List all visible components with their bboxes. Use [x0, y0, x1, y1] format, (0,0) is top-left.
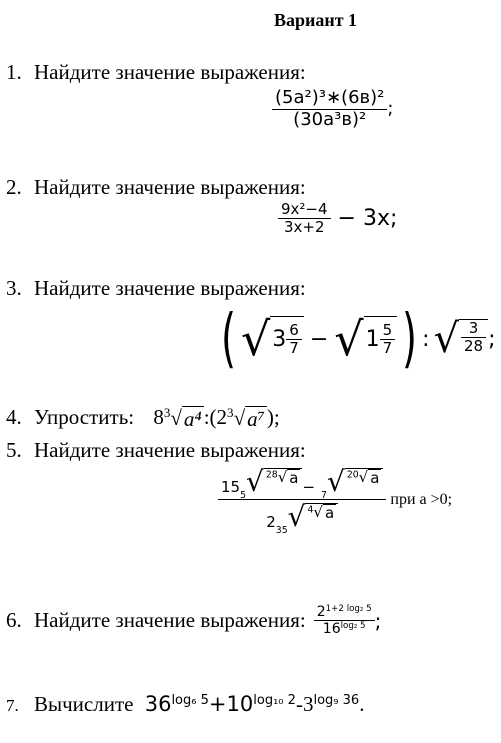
inner-root-index: 20 — [346, 469, 359, 481]
exponent: 1+2 log₂ 5 — [325, 604, 372, 615]
expression-5 — [218, 465, 453, 536]
inner-root-index: 4 — [307, 504, 314, 516]
radicand: a⁴ — [183, 407, 202, 432]
coefficient: 8 — [153, 405, 164, 429]
whole-part: 1 — [365, 327, 380, 352]
inner-radical — [278, 469, 301, 487]
task-4 — [6, 405, 280, 432]
numerator: 6 — [289, 320, 299, 339]
left-paren: ( — [220, 302, 236, 376]
task-text: Найдите значение выражения: — [34, 276, 306, 300]
radical — [170, 406, 203, 432]
minus-sign: − — [302, 477, 316, 496]
fraction — [314, 604, 375, 637]
radicand — [364, 316, 398, 362]
denominator: 28 — [464, 337, 484, 356]
task-text: Упростить: — [34, 405, 135, 429]
expression-7 — [145, 692, 365, 716]
expression-2 — [278, 201, 397, 237]
right-paren: ) — [402, 302, 418, 376]
task-number: 2. — [6, 175, 22, 199]
task-3 — [6, 276, 306, 301]
fraction — [380, 322, 396, 358]
task-text: Найдите значение выражения: — [34, 438, 306, 462]
radical — [326, 465, 383, 498]
radicand — [270, 316, 304, 362]
task-6 — [6, 604, 381, 637]
task-2 — [6, 175, 306, 200]
radical-sign: √ — [334, 312, 364, 366]
fraction — [278, 201, 331, 237]
expression-4 — [153, 404, 280, 432]
numerator: (5a²)³∗(6в)² — [275, 87, 385, 108]
division-part: :(2 — [203, 405, 228, 429]
denominator: (30a³в)² — [293, 108, 367, 130]
radical-sign: √ — [233, 406, 246, 431]
whole-part: 3 — [272, 327, 287, 352]
exponent: log₁₀ 2 — [253, 692, 296, 708]
radical-sign: √ — [170, 406, 182, 431]
numerator — [314, 604, 375, 620]
radical-sign: √ — [433, 316, 460, 362]
radicand: a — [289, 469, 299, 487]
task-text: Найдите значение выражения: — [34, 175, 306, 199]
radicand: a — [370, 469, 380, 487]
radical-sign: √ — [326, 465, 345, 498]
base: 2 — [316, 604, 326, 620]
semicolon: ; — [488, 326, 496, 352]
variant-title: Вариант 1 — [273, 10, 358, 30]
denominator: 3x+2 — [284, 218, 325, 237]
coefficient: 2 — [266, 512, 276, 531]
radicand — [459, 319, 488, 359]
radical-sign: √ — [287, 500, 306, 533]
expression-tail: − 3x; — [337, 205, 398, 231]
radical — [433, 316, 489, 362]
root-index: 3 — [227, 404, 234, 420]
expression-3 — [216, 303, 496, 375]
radical — [240, 312, 304, 366]
radical — [287, 500, 339, 533]
inner-radical — [359, 469, 382, 487]
radical — [234, 406, 267, 432]
radicand: a⁷ — [247, 407, 265, 432]
term: -3 — [295, 692, 314, 716]
denominator: 2 35 √ $^4$ √ a — [263, 500, 341, 531]
numerator: 5 — [382, 320, 393, 339]
base: 36 — [144, 692, 172, 716]
base: 16 — [322, 621, 341, 638]
big-fraction — [218, 465, 386, 536]
task-number: 3. — [6, 276, 22, 300]
radical — [334, 312, 397, 366]
exponent: log₂ 5 — [340, 621, 366, 632]
expression-1 — [272, 88, 393, 130]
exponent: log₉ 36 — [313, 692, 360, 708]
denominator: 7 — [289, 339, 299, 357]
radical-sign: √ — [246, 465, 264, 498]
radicand — [305, 503, 338, 531]
expression-tail: ); — [266, 405, 280, 429]
semicolon: ; — [387, 98, 394, 120]
task-1 — [6, 60, 306, 85]
period: . — [359, 692, 365, 716]
task-7 — [6, 692, 364, 717]
radical-sign: √ — [313, 503, 323, 521]
condition: при a >0; — [390, 490, 453, 508]
fraction — [286, 322, 302, 358]
coefficient: 15 — [221, 477, 241, 496]
term: +10 — [208, 692, 254, 716]
task-number: 1. — [6, 60, 22, 84]
exponent: log₆ 5 — [171, 692, 209, 708]
radical-sign: √ — [358, 468, 369, 486]
numerator: 9x²−4 — [281, 200, 328, 218]
numerator: 3 — [468, 319, 479, 337]
expression-6 — [314, 604, 382, 637]
radicand — [345, 468, 384, 496]
semicolon: ; — [374, 608, 382, 633]
radicand — [264, 468, 303, 496]
task-5 — [6, 438, 306, 463]
radical-sign: √ — [240, 312, 271, 366]
task-number: 7. — [6, 696, 19, 715]
radical-sign: √ — [277, 468, 288, 486]
numerator: 15 5 √ $^{28}$ √ a − 7 √ $^{20}$ √ a — [218, 468, 386, 499]
inner-root-index: 28 — [265, 469, 278, 481]
task-number: 6. — [6, 608, 22, 633]
task-text: Найдите значение выражения: — [34, 608, 306, 633]
fraction — [272, 88, 387, 130]
task-text: Вычислите — [34, 692, 134, 716]
task-text: Найдите значение выражения: — [34, 60, 306, 84]
colon: : — [422, 326, 430, 352]
task-number: 4. — [6, 405, 22, 429]
minus-sign: − — [309, 326, 329, 352]
denominator: 7 — [382, 339, 393, 357]
inner-radical — [313, 504, 336, 522]
radical — [246, 465, 302, 498]
radicand: a — [324, 504, 335, 522]
denominator — [320, 621, 369, 637]
fraction — [461, 320, 486, 356]
task-number: 5. — [6, 438, 22, 462]
root-index: 3 — [163, 404, 171, 420]
